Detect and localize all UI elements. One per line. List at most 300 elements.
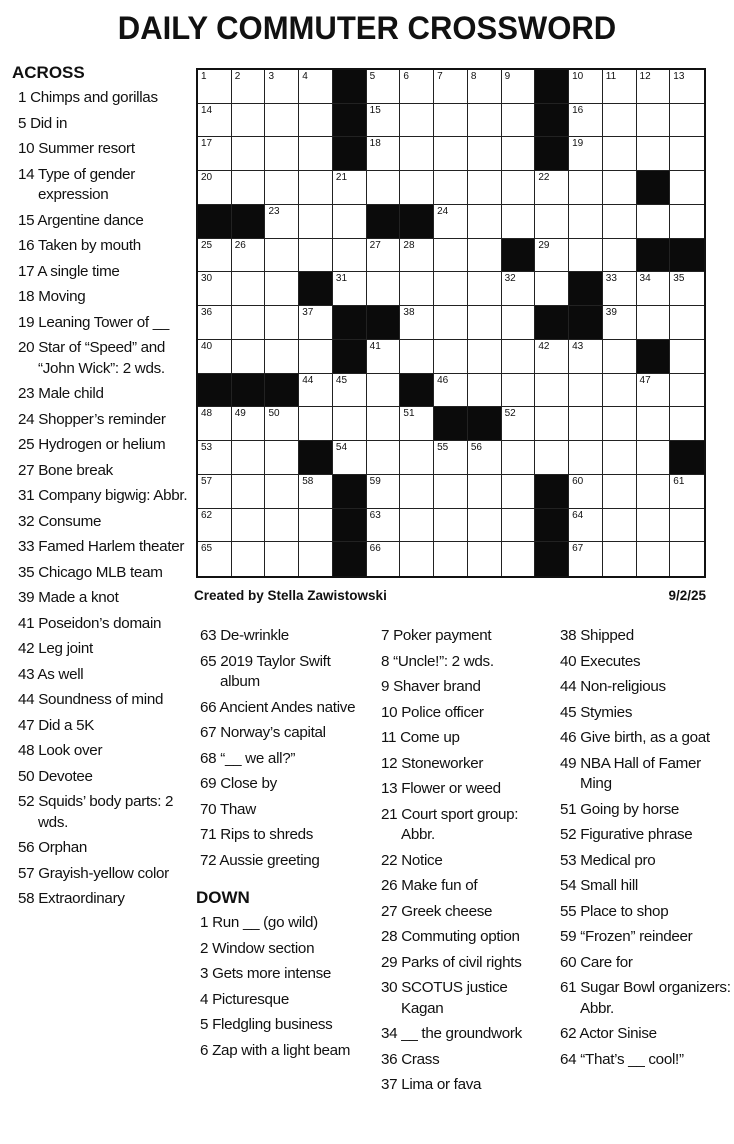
clue-item: 51 Going by horse bbox=[560, 800, 680, 818]
cell-number: 57 bbox=[201, 475, 213, 487]
clue-item: 24 Shopper’s reminder bbox=[18, 410, 166, 428]
grid-cell[interactable] bbox=[502, 137, 536, 171]
clue-item: 44 Non-religious bbox=[560, 678, 666, 695]
grid-cell[interactable] bbox=[603, 509, 637, 543]
grid-cell[interactable] bbox=[637, 542, 671, 576]
grid-cell[interactable] bbox=[535, 171, 569, 205]
grid-cell[interactable] bbox=[637, 104, 671, 138]
cell-number: 22 bbox=[538, 172, 550, 184]
grid-cell[interactable] bbox=[232, 104, 266, 138]
grid-cell[interactable] bbox=[603, 272, 637, 306]
grid-cell[interactable] bbox=[265, 137, 299, 171]
grid-cell[interactable] bbox=[232, 509, 266, 543]
black-square bbox=[670, 239, 704, 273]
grid-cell[interactable] bbox=[333, 441, 367, 475]
grid-cell[interactable] bbox=[198, 70, 232, 104]
crossword-grid[interactable] bbox=[196, 68, 706, 578]
grid-cell[interactable] bbox=[434, 374, 468, 408]
black-square bbox=[637, 171, 671, 205]
grid-cell[interactable] bbox=[603, 205, 637, 239]
clue-item: 6 Zap with a light beam bbox=[200, 1041, 351, 1059]
down-column-2 bbox=[377, 626, 553, 1101]
cell-number: 29 bbox=[538, 239, 550, 251]
grid-cell[interactable] bbox=[569, 70, 603, 104]
grid-cell[interactable] bbox=[299, 70, 333, 104]
grid-cell[interactable] bbox=[265, 171, 299, 205]
cell-number: 24 bbox=[437, 205, 449, 217]
grid-cell[interactable] bbox=[400, 509, 434, 543]
grid-cell[interactable] bbox=[367, 441, 401, 475]
grid-cell[interactable] bbox=[569, 137, 603, 171]
grid-cell[interactable] bbox=[670, 272, 704, 306]
cell-number: 7 bbox=[437, 71, 443, 82]
grid-cell[interactable] bbox=[569, 407, 603, 441]
grid-cell[interactable] bbox=[670, 475, 704, 509]
grid-cell[interactable] bbox=[637, 272, 671, 306]
clue-item: 52 Squids’ body parts: 2 wds. bbox=[18, 793, 174, 831]
grid-cell[interactable] bbox=[569, 374, 603, 408]
grid-cell[interactable] bbox=[637, 70, 671, 104]
grid-cell[interactable] bbox=[468, 272, 502, 306]
grid-cell[interactable] bbox=[265, 239, 299, 273]
black-square bbox=[670, 441, 704, 475]
cell-number: 46 bbox=[437, 374, 449, 386]
grid-cell[interactable] bbox=[400, 306, 434, 340]
grid-cell[interactable] bbox=[333, 239, 367, 273]
grid-cell[interactable] bbox=[198, 104, 232, 138]
grid-cell[interactable] bbox=[400, 239, 434, 273]
cell-number: 37 bbox=[302, 307, 314, 319]
cell-number: 51 bbox=[403, 408, 415, 420]
clue-item: 63 De-wrinkle bbox=[200, 627, 289, 644]
grid-cell[interactable] bbox=[637, 374, 671, 408]
grid-cell[interactable] bbox=[502, 374, 536, 408]
cell-number: 12 bbox=[639, 71, 651, 82]
grid-cell[interactable] bbox=[670, 70, 704, 104]
grid-cell[interactable] bbox=[670, 542, 704, 576]
grid-cell[interactable] bbox=[434, 509, 468, 543]
cell-number: 54 bbox=[335, 442, 348, 454]
cell-number: 43 bbox=[572, 340, 584, 352]
grid-cell[interactable] bbox=[232, 475, 266, 509]
grid-cell[interactable] bbox=[569, 171, 603, 205]
across-clue-list bbox=[12, 88, 192, 910]
clue-item: 11 Come up bbox=[381, 729, 460, 746]
grid-cell[interactable] bbox=[434, 239, 468, 273]
grid-cell[interactable] bbox=[367, 239, 401, 273]
clue-item: 10 Summer resort bbox=[18, 140, 135, 157]
clue-item: 71 Rips to shreds bbox=[200, 826, 314, 843]
clue-item: 1 Chimps and gorillas bbox=[18, 89, 158, 106]
grid-cell[interactable] bbox=[569, 340, 603, 374]
grid-cell[interactable] bbox=[265, 542, 299, 576]
grid-cell[interactable] bbox=[468, 475, 502, 509]
grid-cell[interactable] bbox=[569, 441, 603, 475]
down-column-3 bbox=[556, 626, 734, 1075]
black-square bbox=[333, 475, 367, 509]
clue-item: 43 As well bbox=[18, 665, 84, 683]
cell-number: 31 bbox=[335, 273, 348, 285]
grid-cell[interactable] bbox=[367, 272, 401, 306]
grid-cell[interactable] bbox=[434, 272, 468, 306]
grid-cell[interactable] bbox=[265, 104, 299, 138]
grid-cell[interactable] bbox=[367, 374, 401, 408]
grid-cell[interactable] bbox=[232, 441, 266, 475]
grid-cell[interactable] bbox=[569, 509, 603, 543]
grid-cell[interactable] bbox=[670, 374, 704, 408]
grid-cell[interactable] bbox=[637, 441, 671, 475]
grid-cell[interactable] bbox=[603, 374, 637, 408]
grid-cell[interactable] bbox=[670, 306, 704, 340]
grid-cell[interactable] bbox=[232, 137, 266, 171]
grid-cell[interactable] bbox=[502, 70, 536, 104]
black-square bbox=[333, 137, 367, 171]
grid-cell[interactable] bbox=[468, 205, 502, 239]
black-square bbox=[535, 509, 569, 543]
grid-cell[interactable] bbox=[367, 70, 401, 104]
grid-cell[interactable] bbox=[333, 205, 367, 239]
grid-cell[interactable] bbox=[434, 475, 468, 509]
grid-cell[interactable] bbox=[400, 70, 434, 104]
grid-cell[interactable] bbox=[535, 441, 569, 475]
clue-item: 26 Make fun of bbox=[381, 877, 478, 894]
grid-cell[interactable] bbox=[232, 171, 266, 205]
clue-item: 30 SCOTUS justice Kagan bbox=[381, 979, 508, 1017]
grid-cell[interactable] bbox=[502, 306, 536, 340]
cell-number: 32 bbox=[504, 273, 516, 285]
grid-cell[interactable] bbox=[434, 171, 468, 205]
black-square bbox=[535, 542, 569, 576]
grid-cell[interactable] bbox=[434, 104, 468, 138]
grid-cell[interactable] bbox=[637, 306, 671, 340]
grid-cell[interactable] bbox=[603, 70, 637, 104]
down-clue-list-continued-2 bbox=[556, 626, 734, 1070]
grid-cell[interactable] bbox=[535, 272, 569, 306]
clue-item: 22 Notice bbox=[381, 851, 443, 869]
cell-number: 33 bbox=[605, 273, 617, 285]
down-clue-list-continued bbox=[377, 626, 553, 1096]
grid-cell[interactable] bbox=[333, 272, 367, 306]
grid-cell[interactable] bbox=[265, 407, 299, 441]
clue-item: 53 Medical pro bbox=[560, 851, 656, 869]
grid-cell[interactable] bbox=[434, 70, 468, 104]
grid-cell[interactable] bbox=[468, 137, 502, 171]
grid-cell[interactable] bbox=[569, 475, 603, 509]
grid-cell[interactable] bbox=[367, 407, 401, 441]
grid-cell[interactable] bbox=[367, 542, 401, 576]
black-square bbox=[232, 374, 266, 408]
clue-item: 39 Made a knot bbox=[18, 589, 119, 606]
grid-cell[interactable] bbox=[198, 306, 232, 340]
grid-cell[interactable] bbox=[468, 374, 502, 408]
grid-cell[interactable] bbox=[468, 509, 502, 543]
mid-column bbox=[196, 626, 374, 1066]
grid-cell[interactable] bbox=[367, 509, 401, 543]
clue-item: 54 Small hill bbox=[560, 877, 638, 894]
grid-cell[interactable] bbox=[367, 171, 401, 205]
grid-cell[interactable] bbox=[400, 104, 434, 138]
grid-cell[interactable] bbox=[502, 171, 536, 205]
grid-cell[interactable] bbox=[569, 542, 603, 576]
grid-cell[interactable] bbox=[603, 137, 637, 171]
grid-cell[interactable] bbox=[232, 340, 266, 374]
cell-number: 58 bbox=[302, 475, 314, 487]
grid-cell[interactable] bbox=[535, 340, 569, 374]
grid-cell[interactable] bbox=[265, 70, 299, 104]
clue-item: 70 Thaw bbox=[200, 800, 256, 818]
grid-cell[interactable] bbox=[637, 137, 671, 171]
cell-number: 36 bbox=[201, 307, 213, 319]
black-square bbox=[400, 374, 434, 408]
grid-cell[interactable] bbox=[198, 239, 232, 273]
clue-item: 21 Court sport group: Abbr. bbox=[381, 805, 519, 843]
grid-cell[interactable] bbox=[603, 441, 637, 475]
grid-cell[interactable] bbox=[299, 374, 333, 408]
cell-number: 5 bbox=[369, 71, 376, 82]
grid-cell[interactable] bbox=[299, 475, 333, 509]
black-square bbox=[333, 509, 367, 543]
clue-item: 46 Give birth, as a goat bbox=[560, 729, 710, 746]
clue-item: 25 Hydrogen or helium bbox=[18, 436, 166, 453]
grid-cell[interactable] bbox=[198, 542, 232, 576]
clue-item: 45 Stymies bbox=[560, 703, 633, 721]
clue-item: 72 Aussie greeting bbox=[200, 851, 320, 869]
grid-cell[interactable] bbox=[400, 441, 434, 475]
cell-number: 44 bbox=[302, 374, 314, 386]
grid-cell[interactable] bbox=[434, 340, 468, 374]
grid-cell[interactable] bbox=[670, 104, 704, 138]
grid-cell[interactable] bbox=[400, 340, 434, 374]
cell-number: 14 bbox=[201, 104, 213, 116]
cell-number: 56 bbox=[470, 442, 482, 454]
grid-cell[interactable] bbox=[637, 509, 671, 543]
grid-cell[interactable] bbox=[265, 475, 299, 509]
grid-cell[interactable] bbox=[333, 374, 367, 408]
grid-cell[interactable] bbox=[434, 542, 468, 576]
grid-cell[interactable] bbox=[265, 272, 299, 306]
cell-number: 65 bbox=[201, 543, 213, 555]
grid-cell[interactable] bbox=[670, 509, 704, 543]
grid-cell[interactable] bbox=[468, 104, 502, 138]
grid-cell[interactable] bbox=[232, 239, 266, 273]
grid-cell[interactable] bbox=[400, 137, 434, 171]
clue-item: 13 Flower or weed bbox=[381, 780, 501, 797]
grid-cell[interactable] bbox=[569, 104, 603, 138]
grid-cell[interactable] bbox=[468, 441, 502, 475]
grid-cell[interactable] bbox=[333, 171, 367, 205]
grid-cell[interactable] bbox=[603, 239, 637, 273]
grid-cell[interactable] bbox=[232, 407, 266, 441]
grid-cell[interactable] bbox=[198, 171, 232, 205]
black-square bbox=[535, 104, 569, 138]
cell-number: 3 bbox=[268, 71, 275, 82]
grid-cell[interactable] bbox=[569, 239, 603, 273]
grid-cell[interactable] bbox=[400, 475, 434, 509]
grid-cell[interactable] bbox=[367, 137, 401, 171]
grid-cell[interactable] bbox=[502, 205, 536, 239]
grid-cell[interactable] bbox=[299, 104, 333, 138]
clue-item: 36 Crass bbox=[381, 1050, 440, 1068]
grid-cell[interactable] bbox=[299, 137, 333, 171]
clue-item: 40 Executes bbox=[560, 652, 641, 670]
clue-item: 47 Did a 5K bbox=[18, 716, 95, 734]
cell-number: 42 bbox=[538, 340, 550, 352]
clue-item: 48 Look over bbox=[18, 742, 103, 759]
grid-cell[interactable] bbox=[637, 475, 671, 509]
cell-number: 40 bbox=[201, 340, 213, 352]
cell-number: 10 bbox=[572, 71, 584, 82]
grid-cell[interactable] bbox=[603, 340, 637, 374]
grid-cell[interactable] bbox=[502, 340, 536, 374]
grid-cell[interactable] bbox=[434, 441, 468, 475]
grid-cell[interactable] bbox=[603, 407, 637, 441]
cell-number: 27 bbox=[369, 239, 381, 251]
black-square bbox=[535, 475, 569, 509]
black-square bbox=[502, 239, 536, 273]
clue-item: 38 Shipped bbox=[560, 627, 634, 644]
grid-cell[interactable] bbox=[198, 509, 232, 543]
grid-cell[interactable] bbox=[198, 407, 232, 441]
grid-cell[interactable] bbox=[265, 441, 299, 475]
grid-cell[interactable] bbox=[232, 306, 266, 340]
grid-cell[interactable] bbox=[603, 104, 637, 138]
black-square bbox=[265, 374, 299, 408]
grid-cell[interactable] bbox=[265, 509, 299, 543]
clue-item: 44 Soundness of mind bbox=[18, 691, 164, 708]
grid-cell[interactable] bbox=[502, 272, 536, 306]
cell-number: 64 bbox=[572, 509, 584, 521]
grid-cell[interactable] bbox=[670, 137, 704, 171]
clue-item: 4 Picturesque bbox=[200, 990, 289, 1008]
grid-cell[interactable] bbox=[434, 306, 468, 340]
grid-cell[interactable] bbox=[502, 475, 536, 509]
cell-number: 48 bbox=[201, 408, 213, 420]
grid-cell[interactable] bbox=[670, 205, 704, 239]
grid-cell[interactable] bbox=[603, 542, 637, 576]
grid-cell[interactable] bbox=[468, 239, 502, 273]
grid-cell[interactable] bbox=[502, 509, 536, 543]
grid-cell[interactable] bbox=[603, 306, 637, 340]
clue-item: 27 Greek cheese bbox=[381, 902, 493, 920]
grid-cell[interactable] bbox=[299, 239, 333, 273]
grid-cell[interactable] bbox=[198, 340, 232, 374]
grid-cell[interactable] bbox=[400, 171, 434, 205]
grid-cell[interactable] bbox=[367, 104, 401, 138]
grid-cell[interactable] bbox=[468, 542, 502, 576]
grid-cell[interactable] bbox=[502, 441, 536, 475]
grid-cell[interactable] bbox=[468, 70, 502, 104]
grid-cell[interactable] bbox=[434, 205, 468, 239]
grid-cell[interactable] bbox=[502, 407, 536, 441]
grid-cell[interactable] bbox=[198, 441, 232, 475]
cell-number: 67 bbox=[572, 543, 584, 555]
grid-cell[interactable] bbox=[670, 340, 704, 374]
grid-cell[interactable] bbox=[299, 171, 333, 205]
grid-cell[interactable] bbox=[232, 542, 266, 576]
grid-cell[interactable] bbox=[670, 171, 704, 205]
grid-cell[interactable] bbox=[265, 205, 299, 239]
grid-cell[interactable] bbox=[198, 272, 232, 306]
clue-item: 31 Company bigwig: Abbr. bbox=[18, 487, 188, 504]
clue-item: 68 “__ we all?” bbox=[200, 749, 296, 767]
clue-item: 20 Star of “Speed” and “John Wick”: 2 wds. bbox=[18, 339, 166, 377]
black-square bbox=[434, 407, 468, 441]
grid-cell[interactable] bbox=[468, 306, 502, 340]
grid-cell[interactable] bbox=[198, 137, 232, 171]
grid-cell[interactable] bbox=[603, 475, 637, 509]
grid-cell[interactable] bbox=[299, 205, 333, 239]
grid-cell[interactable] bbox=[299, 509, 333, 543]
grid-cell[interactable] bbox=[502, 104, 536, 138]
grid-cell[interactable] bbox=[333, 407, 367, 441]
grid-cell[interactable] bbox=[468, 171, 502, 205]
page-title: DAILY COMMUTER CROSSWORD bbox=[117, 10, 617, 46]
clue-item: 60 Care for bbox=[560, 953, 633, 971]
clue-item: 49 NBA Hall of Famer Ming bbox=[560, 754, 701, 792]
clue-item: 64 “That’s __ cool!” bbox=[560, 1050, 684, 1068]
clue-item: 10 Police officer bbox=[381, 703, 484, 721]
grid-cell[interactable] bbox=[434, 137, 468, 171]
grid-cell[interactable] bbox=[569, 205, 603, 239]
cell-number: 62 bbox=[201, 509, 213, 521]
grid-cell[interactable] bbox=[198, 475, 232, 509]
cell-number: 19 bbox=[572, 138, 584, 150]
grid-cell[interactable] bbox=[232, 272, 266, 306]
grid-cell[interactable] bbox=[367, 475, 401, 509]
cell-number: 30 bbox=[201, 273, 213, 285]
black-square bbox=[198, 374, 232, 408]
grid-cell[interactable] bbox=[299, 340, 333, 374]
grid-cell[interactable] bbox=[535, 205, 569, 239]
grid-cell[interactable] bbox=[400, 407, 434, 441]
black-square bbox=[535, 70, 569, 104]
cell-number: 66 bbox=[369, 543, 381, 555]
grid-cell[interactable] bbox=[603, 171, 637, 205]
grid-cell[interactable] bbox=[535, 407, 569, 441]
cell-number: 15 bbox=[369, 104, 381, 116]
grid-cell[interactable] bbox=[265, 340, 299, 374]
grid-cell[interactable] bbox=[232, 70, 266, 104]
grid-cell[interactable] bbox=[637, 407, 671, 441]
grid-cell[interactable] bbox=[468, 340, 502, 374]
cell-number: 26 bbox=[234, 239, 246, 251]
grid-cell[interactable] bbox=[502, 542, 536, 576]
cell-number: 16 bbox=[572, 104, 584, 116]
clue-item: 17 A single time bbox=[18, 262, 120, 280]
grid-cell[interactable] bbox=[299, 407, 333, 441]
grid-cell[interactable] bbox=[367, 340, 401, 374]
grid-cell[interactable] bbox=[535, 239, 569, 273]
clue-item: 52 Figurative phrase bbox=[560, 826, 693, 843]
grid-cell[interactable] bbox=[299, 542, 333, 576]
grid-cell[interactable] bbox=[400, 272, 434, 306]
grid-cell[interactable] bbox=[637, 205, 671, 239]
cell-number: 63 bbox=[369, 509, 381, 521]
grid-cell[interactable] bbox=[400, 542, 434, 576]
cell-number: 20 bbox=[201, 172, 213, 184]
black-square bbox=[299, 441, 333, 475]
grid-cell[interactable] bbox=[535, 374, 569, 408]
grid-cell[interactable] bbox=[299, 306, 333, 340]
clue-item: 2 Window section bbox=[200, 939, 315, 957]
grid-cell[interactable] bbox=[265, 306, 299, 340]
grid-cell[interactable] bbox=[670, 407, 704, 441]
clue-item: 65 2019 Taylor Swift album bbox=[200, 652, 331, 690]
cell-number: 28 bbox=[403, 239, 415, 251]
clue-item: 41 Poseidon’s domain bbox=[18, 614, 162, 632]
clue-item: 37 Lima or fava bbox=[381, 1076, 482, 1093]
clue-item: 18 Moving bbox=[18, 288, 86, 305]
